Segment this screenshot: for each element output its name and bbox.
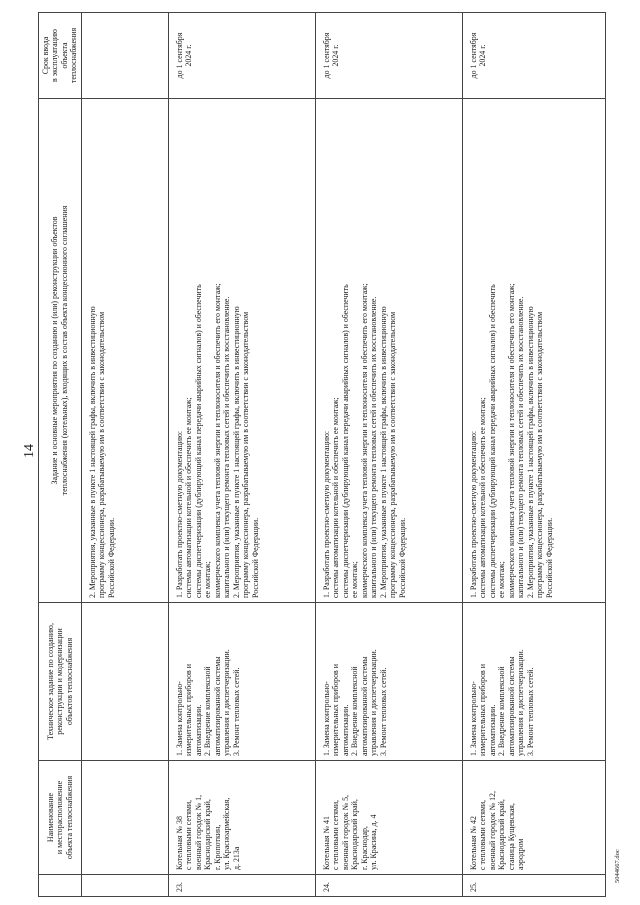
row-object: Котельная № 42 с тепловыми сетями, военный городок № 12, Краснодарский край, станица Кущевская, аэродром <box>462 761 605 875</box>
continuation-text: 2. Мероприятия, указанные в пункте 1 настоящей графы, включить в инвестиционную программу концессионера, разрабатываемую им в соответствии с законодательством Российской Федерации. <box>81 99 168 603</box>
row-tasks: 1. Разработать проектно-сметную документацию: системы автоматизации котельной и обеспечить ее монтаж; системы диспетчеризации (дублирующий канал передачи аварийных сигналов) и обеспечить ее монтаж; коммерческого комплекса учета тепловой энергии и теплоносителя и обеспечить его монтаж; капитального и (или) текущего ремонта тепловых сетей и обеспечить их восстановление. 2. Мероприятия, указанные в пункте 1 настоящей графы, включить в инвестиционную программу концессионера, разрабатываемую им в соответствии с законодательством Российской Федерации. <box>462 99 605 603</box>
row-technical: 1. Замена контрольно- измерительных приборов и автоматизации. 2. Внедрение комплексной автоматизированной системы управления и диспетчеризации. 3. Ремонт тепловых сетей. <box>168 603 315 761</box>
row-deadline: до 1 сентября 2024 г. <box>315 13 462 99</box>
row-number: 25. <box>462 875 605 897</box>
row-object: Котельная № 38 с тепловыми сетями, военный городок № 1, Краснодарский край, г. Кропоткин, ул. Красноармейская, д. 213а <box>168 761 315 875</box>
table-header-row <box>39 13 82 897</box>
page-number: 14 <box>22 444 37 458</box>
row-tasks: 1. Разработать проектно-сметную документацию: системы автоматизации котельной и обеспечить ее монтаж; системы диспетчеризации (дублирующий канал передачи аварийных сигналов) и обеспечить ее монтаж; коммерческого комплекса учета тепловой энергии и теплоносителя и обеспечить его монтаж; капитального и (или) текущего ремонта тепловых сетей и обеспечить их восстановление. 2. Мероприятия, указанные в пункте 1 настоящей графы, включить в инвестиционную программу концессионера, разрабатываемую им в соответствии с законодательством Российской Федерации. <box>168 99 315 603</box>
row-technical: 1. Замена контрольно- измерительных приборов и автоматизации. 2. Внедрение комплексной автоматизированной системы управления и диспетчеризации. 3. Ремонт тепловых сетей. <box>462 603 605 761</box>
row-tasks: 1. Разработать проектно-сметную документацию: системы автоматизации котельной и обеспечить ее монтаж; системы диспетчеризации (дублирующий канал передачи аварийных сигналов) и обеспечить ее монтаж; коммерческого комплекса учета тепловой энергии и теплоносителя и обеспечить его монтаж; капитального и (или) текущего ремонта тепловых сетей и обеспечить их восстановление. 2. Мероприятия, указанные в пункте 1 настоящей графы, включить в инвестиционную программу концессионера, разрабатываемую им в соответствии с законодательством Российской Федерации. <box>315 99 462 603</box>
row-technical: 1. Замена контрольно- измерительных приборов и автоматизации. 2. Внедрение комплексной автоматизированной системы управления и диспетчеризации. 3. Ремонт тепловых сетей. <box>315 603 462 761</box>
requirements-table <box>38 12 606 897</box>
row-object: Котельная № 41 с тепловыми сетями, военный городок № 5, Краснодарский край, г. Краснодар, ул. Красина, д. 4 <box>315 761 462 875</box>
table-row <box>315 13 462 897</box>
table-row-continuation <box>81 13 168 897</box>
header-commissioning-deadline: Срок ввода в эксплуатацию объекта теплоснабжения <box>39 13 82 99</box>
row-deadline: до 1 сентября 2024 г. <box>168 13 315 99</box>
header-object-name: Наименование и месторасположение объекта теплоснабжения <box>39 761 82 875</box>
table-row <box>168 13 315 897</box>
row-deadline: до 1 сентября 2024 г. <box>462 13 605 99</box>
row-number: 24. <box>315 875 462 897</box>
row-number: 23. <box>168 875 315 897</box>
header-main-measures: Задание и основные мероприятия по созданию и (или) реконструкции объектов теплоснабжения (котельных), входящих в состав объекта концессионного соглашения <box>39 99 82 603</box>
header-technical-task: Техническое задание по созданию, реконструкции и модернизации объектов теплоснабжения <box>39 603 82 761</box>
document-code: 5044667.doc <box>614 849 621 883</box>
header-number <box>39 875 82 897</box>
table-row <box>462 13 605 897</box>
